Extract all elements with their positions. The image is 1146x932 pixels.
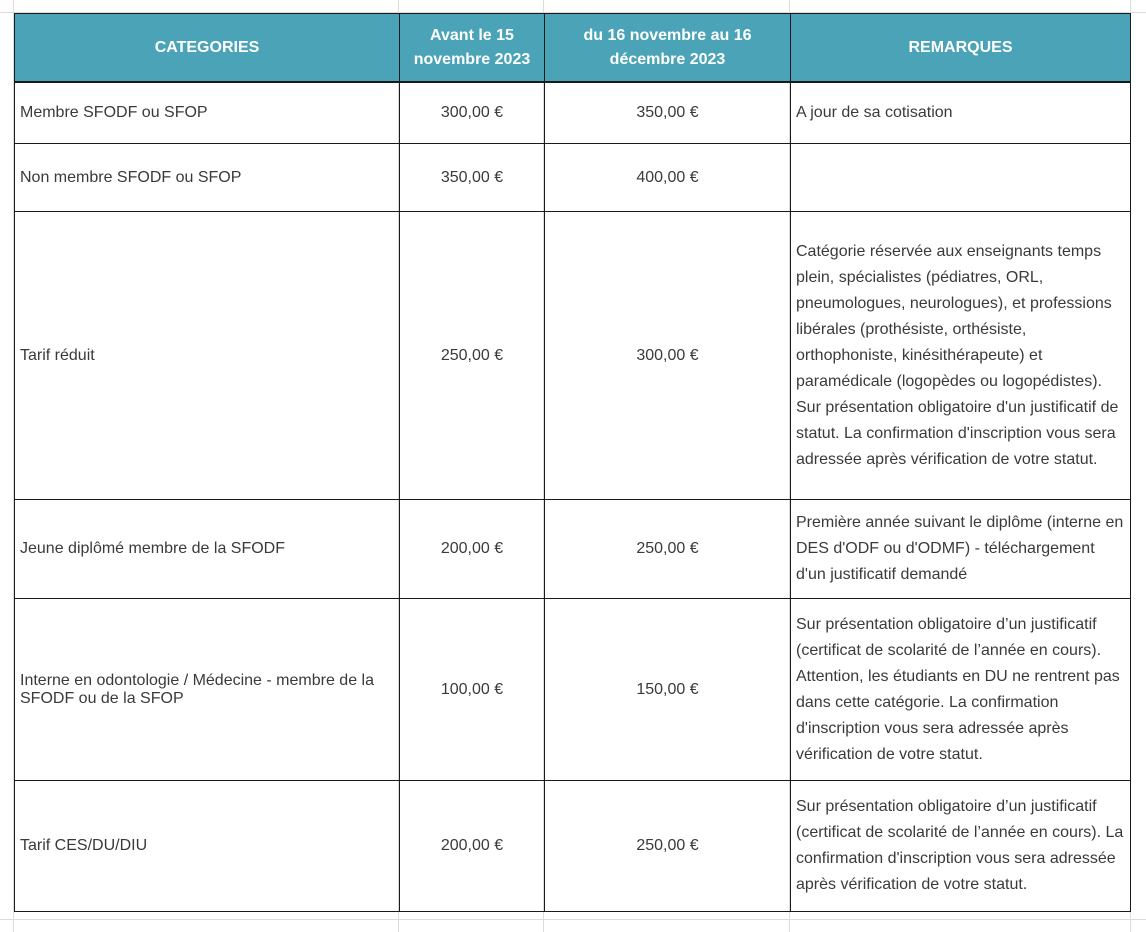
- remark-cell: A jour de sa cotisation: [791, 82, 1131, 144]
- category-cell: Non membre SFODF ou SFOP: [15, 144, 400, 212]
- remark-cell: Sur présentation obligatoire d’un justificatif (certificat de scolarité de l’année en cours). La confirmation d'inscription vous sera adressée après vérification de votre statut.: [791, 781, 1131, 912]
- table-row: [15, 599, 1131, 781]
- header-categories: CATEGORIES: [15, 14, 400, 83]
- gridline: [0, 919, 1146, 920]
- category-cell: Interne en odontologie / Médecine - membre de la SFODF ou de la SFOP: [15, 599, 400, 781]
- price-before-cell: 350,00 €: [400, 144, 545, 212]
- remark-cell: [791, 144, 1131, 212]
- price-after-cell: 300,00 €: [545, 212, 791, 500]
- table-header: [15, 14, 1131, 83]
- table-row: [15, 500, 1131, 599]
- price-before-cell: 200,00 €: [400, 781, 545, 912]
- category-cell: Membre SFODF ou SFOP: [15, 82, 400, 144]
- price-after-cell: 150,00 €: [545, 599, 791, 781]
- price-before-cell: 100,00 €: [400, 599, 545, 781]
- price-after-cell: 400,00 €: [545, 144, 791, 212]
- price-before-cell: 250,00 €: [400, 212, 545, 500]
- header-remarks: REMARQUES: [791, 14, 1131, 83]
- header-price-after: du 16 novembre au 16 décembre 2023: [545, 14, 791, 83]
- remark-cell: Première année suivant le diplôme (interne en DES d'ODF ou d'ODMF) - téléchargement d'un justificatif demandé: [791, 500, 1131, 599]
- table-row: [15, 82, 1131, 144]
- price-after-cell: 250,00 €: [545, 500, 791, 599]
- price-after-cell: 350,00 €: [545, 82, 791, 144]
- table-row: [15, 212, 1131, 500]
- table-row: [15, 781, 1131, 912]
- price-after-cell: 250,00 €: [545, 781, 791, 912]
- category-cell: Tarif CES/DU/DIU: [15, 781, 400, 912]
- category-cell: Tarif réduit: [15, 212, 400, 500]
- remark-cell: Catégorie réservée aux enseignants temps plein, spécialistes (pédiatres, ORL, pneumologues, neurologues), et professions libérales (prothésiste, orthésiste, orthophoniste, kinésithérapeute) et paramédicale (logopèdes ou logopédistes). Sur présentation obligatoire d'un justificatif de statut. La confirmation d'inscription vous sera adressée après vérification de votre statut.: [791, 212, 1131, 500]
- header-price-before: Avant le 15 novembre 2023: [400, 14, 545, 83]
- price-before-cell: 300,00 €: [400, 82, 545, 144]
- table-row: [15, 144, 1131, 212]
- pricing-table: [14, 13, 1131, 912]
- category-cell: Jeune diplômé membre de la SFODF: [15, 500, 400, 599]
- price-before-cell: 200,00 €: [400, 500, 545, 599]
- remark-cell: Sur présentation obligatoire d’un justificatif (certificat de scolarité de l’année en cours). Attention, les étudiants en DU ne rentrent pas dans cette catégorie. La confirmation d'inscription vous sera adressée après vérification de votre statut.: [791, 599, 1131, 781]
